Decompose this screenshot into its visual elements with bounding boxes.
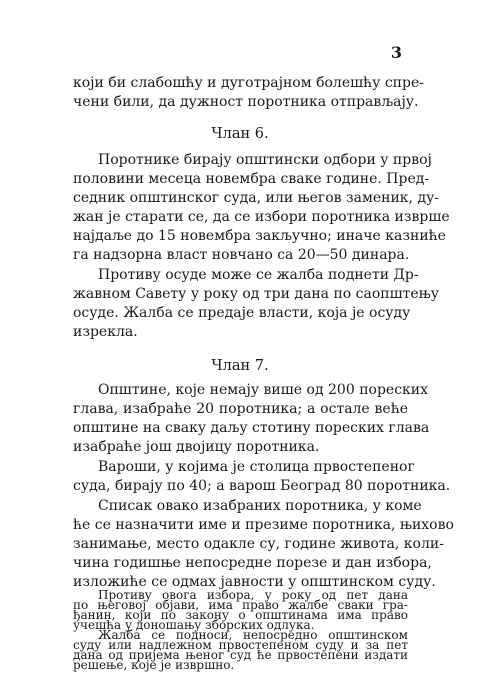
text-line: ће се назначити име и презиме поротника, њихово: [73, 517, 454, 533]
text-line: Општине, које немају више од 200 пореских: [98, 382, 429, 398]
text-line: суда, бирају по 40; а варош Београд 80 поротника.: [73, 478, 451, 494]
text-line: занимање, место одакле су, године живота, коли-: [73, 536, 444, 552]
text-line: чени били, да дужност поротника отправљају.: [73, 94, 419, 110]
text-line: глава, изабраће 20 поротника; а остале веће: [73, 401, 408, 417]
text-line: суду или надлежном првостепеном суду и за пет: [73, 638, 408, 652]
text-line: изабраће још двојицу поротника.: [73, 439, 320, 455]
text-line: осуде. Жалба се предаје власти, која је осуду: [73, 305, 411, 321]
text-line: изложиће се одмах јавности у општинском суду.: [73, 574, 436, 590]
text-line: Поротнике бирају општински одбори у првој: [98, 152, 432, 168]
text-line: Вароши, у којима је столица првостепеног: [98, 459, 415, 475]
text-line: општине на сваку даљу стотину пореских глава: [73, 420, 430, 436]
text-line: чина годишње непосредне порезе и дан избора,: [73, 555, 432, 571]
page-number: 3: [390, 43, 402, 62]
article-heading: Члан 6.: [211, 126, 269, 142]
text-line: Списак овако изабраних поротника, у коме: [98, 498, 422, 514]
text-line: половини месеца новембра сваке године. Пред-: [73, 171, 430, 187]
text-line: га надзорна власт новчано са 20—50 динара.: [73, 247, 410, 263]
text-line: ђанин, који по закону о општинама има право: [73, 608, 408, 622]
text-line: који би слабошћу и дуготрајном болешћу спре-: [73, 75, 424, 91]
text-line: седник општинског суда, или његов заменик, ду-: [73, 190, 440, 206]
text-line: Жалба се подноси, непосредно општинском: [98, 628, 408, 642]
text-line: по његовој објави, има право жалбе сваки гра-: [73, 598, 408, 612]
text-line: Противу осуде може се жалба поднети Др-: [98, 267, 419, 283]
text-line: жавном Савету у року од три дана по саопштењу: [73, 286, 439, 302]
text-line: Противу овога избора, у року од пет дана: [98, 588, 408, 602]
text-line: изрекла.: [73, 324, 138, 340]
text-line: најдаље до 15 новембра закључно; иначе казниће: [73, 228, 446, 244]
article-heading: Члан 7.: [211, 358, 269, 374]
text-line: жан је старати се, да се избори поротника изврше: [73, 209, 450, 225]
text-line: решење, које је извршно.: [73, 658, 235, 672]
text-line: дана од пријема њеног суд ће првостепени издати: [73, 648, 408, 662]
text-line: учешћа у доношању зборских одлука.: [73, 618, 315, 632]
